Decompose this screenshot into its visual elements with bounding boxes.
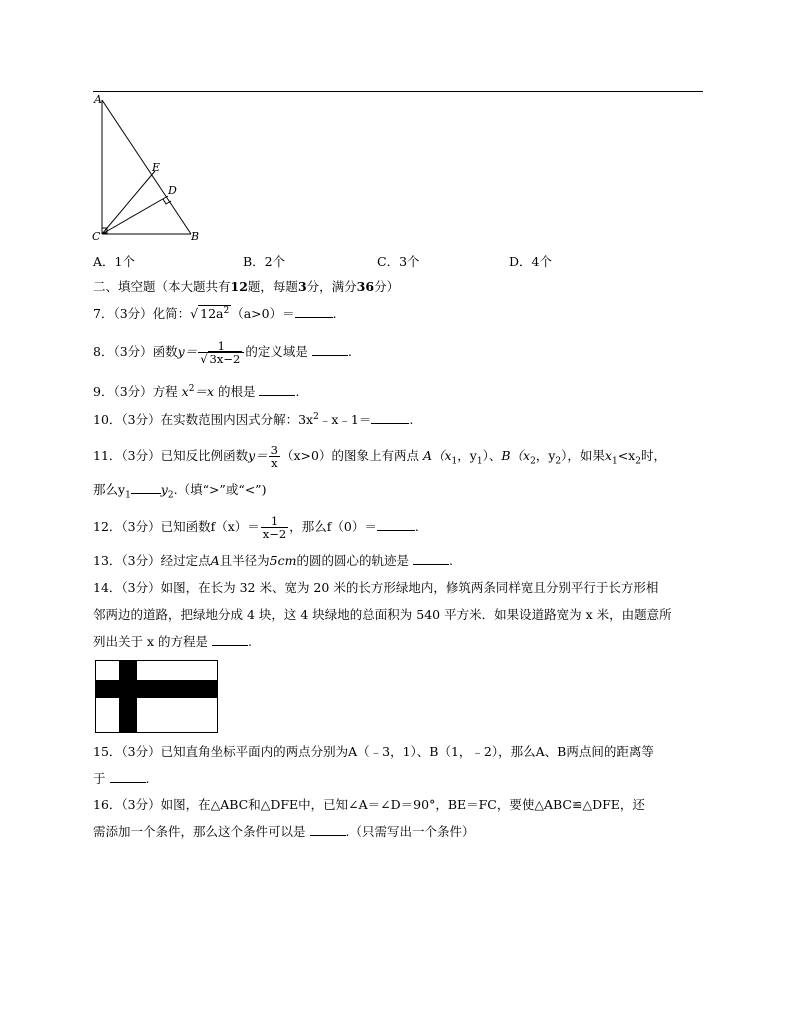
answer-blank-14[interactable]: [212, 645, 248, 646]
option-d: D．4个: [509, 254, 552, 269]
label-e: E: [152, 161, 161, 174]
question-12: 12．（3分）已知函数f（x）＝ $\frac{1}{x-2}$ ，那么f（0）＝ .: [93, 514, 419, 541]
right-angle-d: [163, 199, 171, 204]
question-11: 11．（3分）已知反比例函数y＝ $\frac{3}{x}$ （x>0）的图象上有两点 $A(x_1$，$y_1$）、$B(x_2$，$y_2$），如果$x_1<x_2$时，: [93, 443, 666, 470]
answer-blank-7[interactable]: [295, 317, 333, 318]
answer-blank-12[interactable]: [377, 530, 415, 531]
label-c: C: [92, 230, 101, 242]
answer-blank-11[interactable]: [131, 493, 161, 494]
answer-blank-10[interactable]: [371, 423, 409, 424]
question-16-line-1: 16．（3分）如图，在△ABC和△DFE中，已知∠A＝∠D＝90°，BE＝FC，要使△ABC≌△DFE，还: [93, 797, 645, 812]
segment-ce: [102, 171, 155, 234]
answer-blank-9[interactable]: [259, 395, 295, 396]
option-a: A．1个: [93, 254, 135, 269]
fraction-q11: $\frac{3}{x}$: [270, 443, 278, 470]
fraction-q8: $\frac{1}{√ 3x-2}$: [198, 340, 244, 365]
triangle-figure: [90, 92, 210, 242]
question-8: 8．（3分）函数y＝ $\frac{1}{√ 3x-2}$ 的定义域是 .: [93, 339, 352, 366]
label-a: A: [94, 93, 102, 106]
answer-blank-15[interactable]: [110, 782, 146, 783]
answer-blank-8[interactable]: [312, 355, 348, 356]
option-c: C．3个: [377, 254, 420, 269]
label-d: D: [168, 184, 177, 197]
rectangle-road-figure: [95, 660, 219, 734]
question-15-line-2: 于 .: [93, 771, 150, 786]
label-b: B: [191, 230, 200, 242]
question-16-line-2: 需添加一个条件，那么这个条件可以是 .（只需写出一个条件）: [93, 824, 475, 839]
option-b: B．2个: [243, 254, 286, 269]
question-14-line-1: 14．（3分）如图，在长为 32 米、宽为 20 米的长方形绿地内，修筑两条同样宽且分别平行于长方形相: [93, 580, 659, 595]
section-2-heading: 二、填空题（本大题共有12题，每题3分，满分36分）: [93, 279, 400, 294]
question-14-line-2: 邻两边的道路，把绿地分成 4 块，这 4 块绿地的总面积为 540 平方米．如果设道路宽为 x 米，由题意所: [93, 607, 672, 622]
question-9: 9．（3分）方程 $x^2=x$ 的根是 .: [93, 383, 300, 399]
question-7: 7．（3分）化简：√ $12a^2$ （a>0）＝ .: [93, 305, 337, 321]
question-13: 13．（3分）经过定点A且半径为5cm的圆的圆心的轨迹是 .: [93, 553, 453, 568]
question-14-line-3: 列出关于 x 的方程是 .: [93, 634, 252, 649]
horizontal-road: [96, 680, 217, 698]
question-10: 10．（3分）在实数范围内因式分解：$3x^2﹣x﹣1=$ .: [93, 411, 414, 427]
sqrt-symbol: √: [190, 306, 199, 321]
side-ab: [102, 100, 191, 234]
answer-blank-13[interactable]: [413, 564, 449, 565]
question-11-line-2: 那么$y_1$ $y_2$.（填“>”或“<”): [93, 482, 267, 501]
answer-blank-16[interactable]: [310, 835, 346, 836]
vertical-road: [119, 661, 137, 732]
segment-cd: [102, 196, 168, 234]
question-15-line-1: 15．（3分）已知直角坐标平面内的两点分别为A（﹣3，1）、B（1，﹣2），那么A、B两点间的距离等: [93, 744, 654, 759]
fraction-q12: $\frac{1}{x-2}$: [262, 514, 287, 541]
